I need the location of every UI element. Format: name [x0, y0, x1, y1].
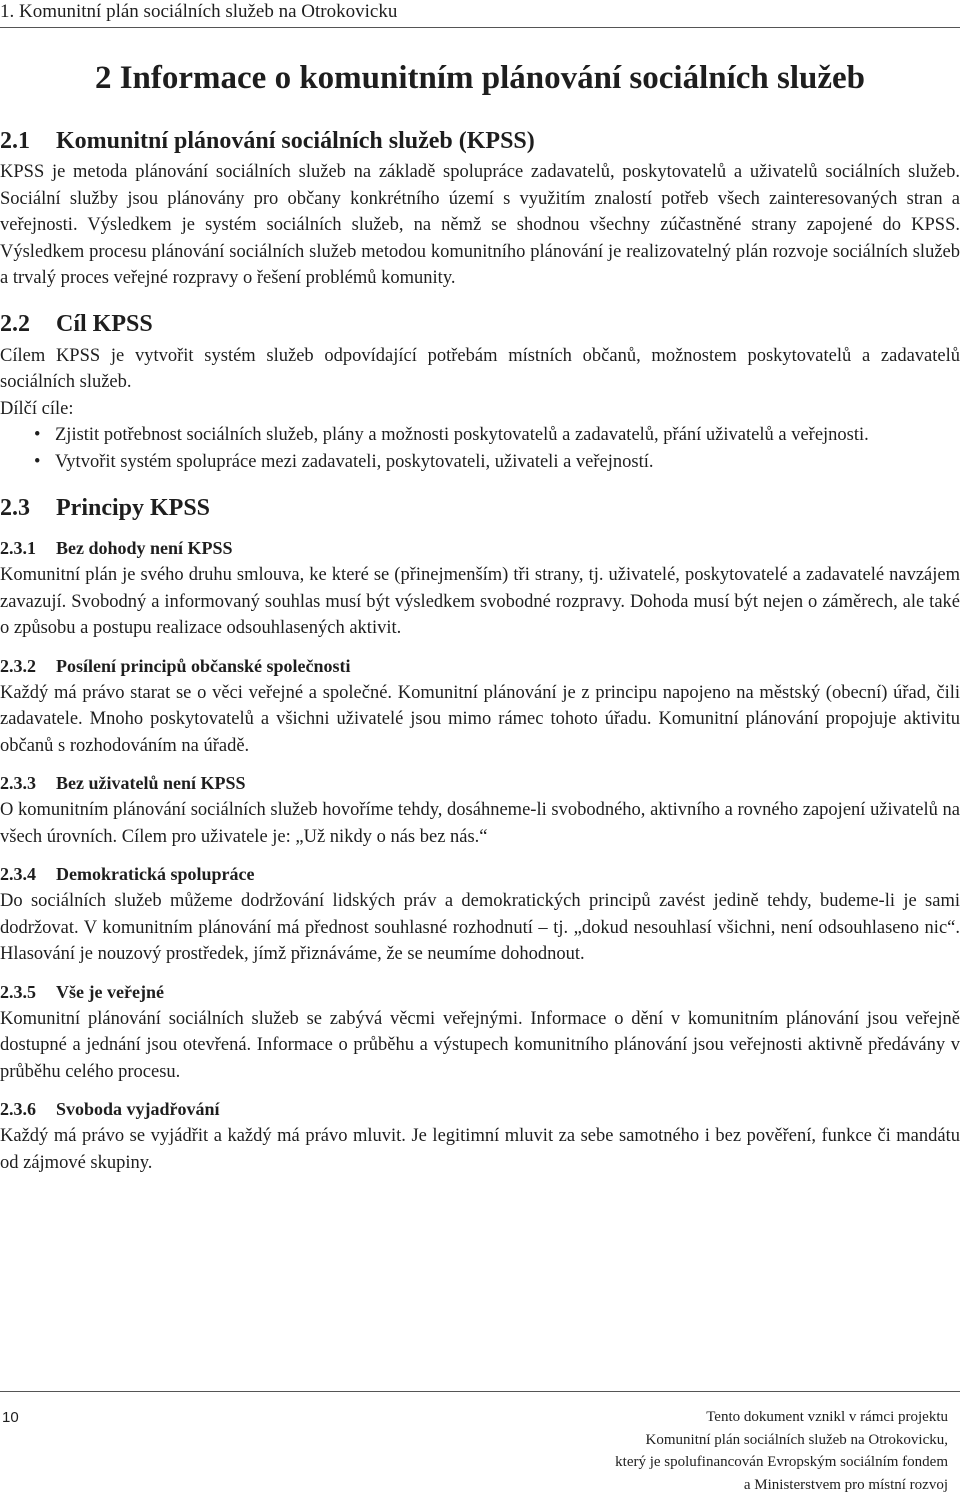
chapter-title: 2 Informace o komunitním plánování sociálních služeb	[94, 60, 866, 96]
subsection-2-3-2	[0, 654, 960, 760]
funding-note-line: Tento dokument vznikl v rámci projektu	[706, 1409, 948, 1425]
subsection-number: 2.3.3	[0, 773, 36, 793]
header-divider	[0, 27, 960, 28]
subsection-heading	[0, 1097, 960, 1121]
subsection-2-3-4	[0, 862, 960, 968]
section-heading	[0, 493, 960, 523]
funding-note-line: Komunitní plán sociálních služeb na Otrokovicku,	[645, 1431, 948, 1448]
subsection-2-3-6	[0, 1097, 960, 1176]
funding-note	[615, 1406, 948, 1496]
subsection-heading	[0, 862, 960, 886]
subsection-paragraph: O komunitním plánování sociálních služeb hovoříme tehdy, dosáhneme-li svobodného, aktivního a rovného zapojení uživatelů na všech úrovních. Cílem pro uživatele je: „Už nikdy o nás bez nás.“	[0, 800, 960, 847]
subsection-number: 2.3.6	[0, 1099, 36, 1119]
subsection-paragraph: Každý má právo starat se o věci veřejné a společné. Komunitní plánování je z principu napojeno na městský (obecní) úřad, čili zadavatele. Mnoho poskytovatelů a všichni uživatelé jsou mimo rámec tohoto úřadu. Komunitní plánování propojuje aktivitu občanů s rozhodováním na úřadě.	[0, 682, 960, 756]
section-2-3	[0, 493, 960, 1176]
section-number: 2.2	[0, 310, 30, 337]
subsection-heading	[0, 980, 960, 1004]
section-paragraph: KPSS je metoda plánování sociálních služeb na základě spolupráce zadavatelů, poskytovatelů a uživatelů sociálních služeb. Sociální služby jsou plánovány pro občany konkrétního území s využitím znalostí potřeb všech zainteresovaných stran a veřejnosti. Výsledkem je systém sociálních služeb, na němž se shodnou všechny zúčastněné strany zapojené do KPSS. Výsledkem procesu plánování sociálních služeb metodou komunitního plánování je realizovatelný plán rozvoje sociálních služeb a trvalý proces veřejné rozpravy o řešení problémů komunity.	[0, 162, 960, 288]
section-heading	[0, 309, 960, 339]
subsection-number: 2.3.5	[0, 981, 36, 1002]
subsection-title: Bez uživatelů není KPSS	[56, 773, 246, 793]
subsection-2-3-1	[0, 536, 960, 642]
subsection-paragraph: Komunitní plánování sociálních služeb se zabývá věcmi veřejnými. Informace o dění v komunitním plánování jsou veřejně dostupné a jednání jsou otevřená. Informace o průběhu a výstupech komunitního plánování jsou veřejnosti aktivně předávány v průběhu celého procesu.	[0, 1008, 960, 1082]
footer-divider	[0, 1391, 960, 1392]
section-title: Cíl KPSS	[56, 310, 153, 337]
list-item	[0, 449, 960, 476]
list-item-text: Zjistit potřebnost sociálních služeb, plány a možnosti poskytovatelů a zadavatelů, přání uživatelů a veřejnosti.	[55, 425, 869, 445]
section-2-2	[0, 309, 960, 476]
section-title: Principy KPSS	[56, 495, 211, 521]
subsection-number: 2.3.2	[0, 655, 36, 676]
document-body	[0, 126, 960, 1176]
running-header: 1. Komunitní plán sociálních služeb na Otrokovicku	[0, 1, 398, 22]
subsection-paragraph: Každý má právo se vyjádřit a každý má právo mluvit. Je legitimní mluvit za sebe samotného i bez pověření, funkce či mandátu od zájmové skupiny.	[0, 1126, 960, 1173]
subsection-title: Vše je veřejné	[56, 981, 164, 1002]
page-number: 10	[2, 1409, 19, 1426]
list-item	[0, 422, 960, 449]
section-number: 2.1	[0, 128, 30, 154]
subsection-number: 2.3.4	[0, 864, 36, 884]
section-paragraph: Cílem KPSS je vytvořit systém služeb odpovídající potřebám místních občanů, možnostem poskytovatelů a zadavatelů sociálních služeb.	[0, 345, 960, 392]
subsection-paragraph: Do sociálních služeb můžeme dodržování lidských práv a demokratických principů zavést jedině tehdy, budeme-li je sami dodržovat. V komunitním plánování má přednost souhlasné rozhodnutí – tj. „dokud nesouhlasí všichni, není odsouhlaseno nic“. Hlasování je nouzový prostředek, jímž přiznáváme, že se neumíme dohodnout.	[0, 891, 960, 964]
subsection-title: Posílení principů občanské společnosti	[56, 655, 351, 676]
section-heading	[0, 126, 960, 156]
subsection-number: 2.3.1	[0, 538, 36, 558]
section-number: 2.3	[0, 495, 30, 521]
subsection-paragraph: Komunitní plán je svého druhu smlouva, ke které se (přinejmenším) tři strany, tj. uživatelé, poskytovatelé a zadavatelé navzájem zavazují. Svobodný a informovaný souhlas musí být výsledkem svobodné rozpravy. Dohoda musí být nejen o záměrech, ale také o způsobu a postupu realizace odsouhlasených aktivit.	[0, 565, 960, 638]
section-2-1	[0, 126, 960, 292]
bullet-icon: •	[34, 425, 41, 445]
subsection-heading	[0, 654, 960, 678]
subsection-2-3-3	[0, 771, 960, 850]
subsection-heading	[0, 536, 960, 560]
list-item-text: Vytvořit systém spolupráce mezi zadavateli, poskytovateli, uživateli a veřejností.	[55, 451, 654, 472]
funding-note-line: který je spolufinancován Evropským sociálním fondem	[615, 1454, 948, 1470]
section-title: Komunitní plánování sociálních služeb (KPSS)	[56, 128, 535, 154]
subsection-title: Bez dohody není KPSS	[56, 538, 233, 558]
funding-note-line: a Ministerstvem pro místní rozvoj	[743, 1476, 948, 1493]
subgoals-label: Dílčí cíle:	[0, 398, 74, 419]
subsection-title: Svoboda vyjadřování	[56, 1099, 220, 1119]
subsection-heading	[0, 771, 960, 795]
bullet-icon: •	[34, 451, 41, 472]
subgoals-list	[0, 422, 960, 475]
subsection-2-3-5	[0, 980, 960, 1086]
subsection-title: Demokratická spolupráce	[56, 864, 255, 884]
